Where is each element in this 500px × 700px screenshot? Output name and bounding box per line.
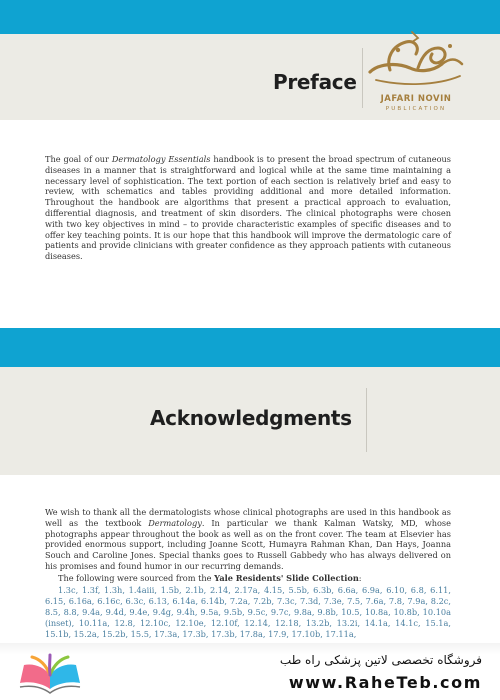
footer-banner [0, 643, 500, 700]
logo-name: JAFARI NOVIN [380, 94, 452, 104]
ack-text-start: We wish to thank all the dermatologists whose clinical photographs are used in this handbook as well as the textbook [45, 507, 451, 528]
figure-reference-list: 1.3c, 1.3f, 1.3h, 1.4aiii, 1.5b, 2.1b, 2.14, 2.17a, 4.15, 5.5b, 6.3b, 6.6a, 6.9a, 6.10, 6.8, 6.11, 6.15, 6.16a, 6.16c, 6.3c, 6.13, 6.14a, 6.14b, 7.2a, 7.2b, 7.3c, 7.3d, 7.3e, 7.5, 7.6a, 7.8, 7.9a, 8.2c, 8.5, 8.8, 9.4a, 9.4d, 9.4e, 9.4g, 9.4h, 9.5a, 9.5b, 9.5c, 9.7c, 9.8a, 9.8b, 10.5, 10.8a, 10.8b, 10.10a (inset), 10.11a, 12.8, 12.10c, 12.10e, 12.10f, 12.14, 12.18, 13.2b, 13.2i, 14.1a, 14.1c, 15.1a, 15.1b, 15.2a, 15.2b, 15.5, 17.3a, 17.3b, 17.3b, 17.8a, 17.9, 17.10b, 17.11a, [45, 585, 451, 639]
shop-url-link[interactable]: www.RaheTeb.com [288, 673, 482, 692]
textbook-title-italic: Dermatology [148, 517, 202, 528]
acknowledgments-paragraph [45, 507, 451, 572]
ack-text-end: . In particular we thank Kalman Watsky, MD, whose photographs appear throughout the book as well as on the front cover. The team at Elsevier has provided enormous support, including Joanne Scott, Humayra Rahman Khan, Dan Hays, Joanna Souch and Caroline Jones. Special thanks goes to Russell Gabbedy who has always delivered on his promises and found humor in our recurring demands. [45, 517, 451, 571]
acknowledgments-title: Acknowledgments [150, 406, 352, 430]
middle-accent-band [0, 328, 500, 367]
publisher-logo [356, 28, 476, 118]
open-book-icon [14, 653, 86, 695]
shop-name: فروشگاه تخصصی لاتین پزشکی راه طب [279, 653, 482, 667]
slide-collection-line [58, 573, 458, 583]
logo-subtitle: PUBLICATION [385, 106, 447, 112]
calligraphy-emblem-icon [356, 28, 476, 94]
following-text: The following were sourced from the [58, 573, 215, 583]
preface-title: Preface [273, 70, 357, 94]
preface-paragraph [45, 154, 451, 262]
collection-name: Yale Residents' Slide Collection [214, 573, 359, 583]
preface-text-start: The goal of our [45, 154, 112, 164]
following-colon: : [358, 573, 362, 583]
preface-text-end: handbook is to present the broad spectrum of cutaneous diseases in a manner that is straightforward and logical while at the same time maintaining a necessary level of sophistication. The text portion of each section is relatively brief and easy to review, with schematics and tables providing additional and more detailed information. Throughout the handbook are algorithms that present a practical approach to evaluation, differential diagnosis, and treatment of skin disorders. The clinical photographs were chosen with two key objectives in mind – to provide characteristic examples of specific diseases and to offer key teaching points. It is our hope that this handbook will improve the dermatologic care of patients and provide clinicians with greater confidence as they approach patients with cutaneous diseases. [45, 154, 451, 262]
book-title-italic: Dermatology Essentials [111, 154, 211, 164]
header-divider-line [366, 388, 367, 452]
